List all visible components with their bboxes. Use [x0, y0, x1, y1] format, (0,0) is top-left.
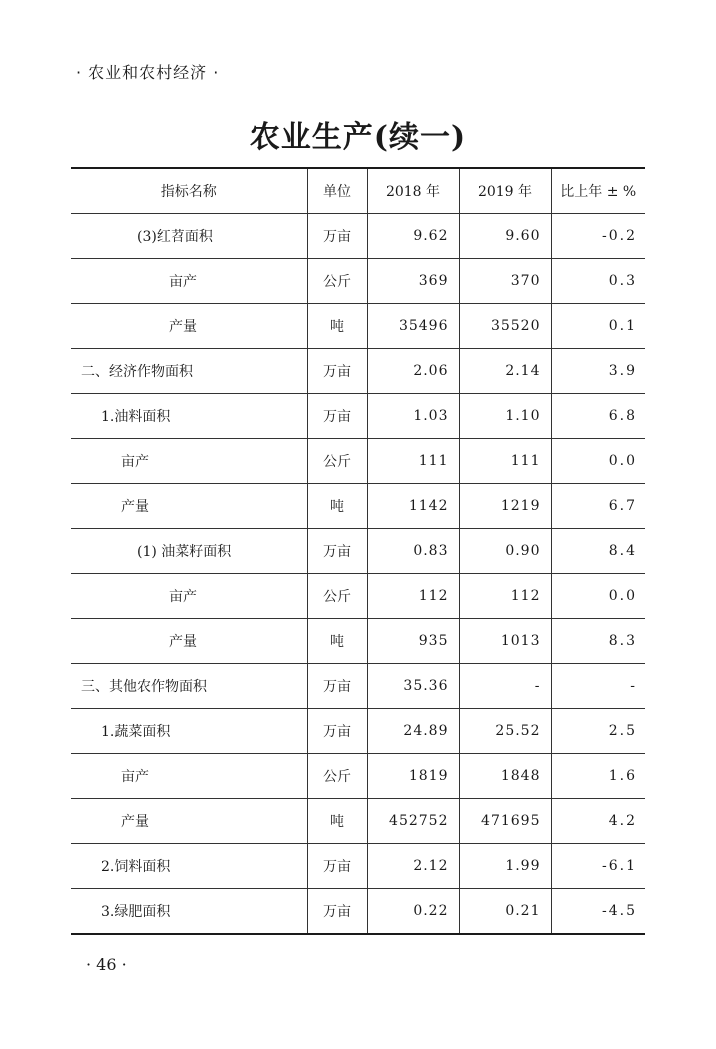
- table-row: [71, 394, 645, 439]
- row-unit: 万亩: [307, 664, 367, 709]
- row-2018-value: 1.03: [367, 394, 459, 439]
- header-2019: 2019 年: [459, 168, 551, 214]
- row-2019-value: 1848: [459, 754, 551, 799]
- table-row: [71, 439, 645, 484]
- row-change-value: 0.0: [551, 574, 645, 619]
- row-name: 3.绿肥面积: [71, 889, 307, 935]
- row-2019-value: 0.90: [459, 529, 551, 574]
- row-name: 1.蔬菜面积: [71, 709, 307, 754]
- row-2018-value: 35.36: [367, 664, 459, 709]
- table-header: [71, 168, 645, 214]
- row-change-value: 3.9: [551, 349, 645, 394]
- table-row: [71, 529, 645, 574]
- row-name: 产量: [71, 799, 307, 844]
- row-unit: 吨: [307, 304, 367, 349]
- row-name: 二、经济作物面积: [71, 349, 307, 394]
- table-row: [71, 844, 645, 889]
- row-unit: 万亩: [307, 529, 367, 574]
- row-change-value: 2.5: [551, 709, 645, 754]
- row-change-value: -4.5: [551, 889, 645, 935]
- row-2018-value: 1142: [367, 484, 459, 529]
- row-name: 产量: [71, 304, 307, 349]
- row-2019-value: 9.60: [459, 214, 551, 259]
- row-2018-value: 369: [367, 259, 459, 304]
- row-change-value: -: [551, 664, 645, 709]
- row-2018-value: 112: [367, 574, 459, 619]
- table-row: [71, 619, 645, 664]
- row-name: 1.油料面积: [71, 394, 307, 439]
- row-2019-value: 2.14: [459, 349, 551, 394]
- row-change-value: -6.1: [551, 844, 645, 889]
- table-row: [71, 754, 645, 799]
- row-unit: 公斤: [307, 574, 367, 619]
- row-2019-value: 1.99: [459, 844, 551, 889]
- table-row: [71, 259, 645, 304]
- header-indicator-name: 指标名称: [71, 168, 307, 214]
- row-2018-value: 935: [367, 619, 459, 664]
- row-2019-value: 1219: [459, 484, 551, 529]
- table-row: [71, 889, 645, 935]
- header-change: 比上年 ± %: [551, 168, 645, 214]
- row-2018-value: 2.06: [367, 349, 459, 394]
- row-2018-value: 111: [367, 439, 459, 484]
- row-change-value: -0.2: [551, 214, 645, 259]
- header-2018: 2018 年: [367, 168, 459, 214]
- statistics-table: [71, 167, 645, 935]
- table-row: [71, 799, 645, 844]
- row-change-value: 6.8: [551, 394, 645, 439]
- table-body: [71, 214, 645, 935]
- row-name: 2.饲料面积: [71, 844, 307, 889]
- row-unit: 万亩: [307, 889, 367, 935]
- table-row: [71, 574, 645, 619]
- row-unit: 吨: [307, 799, 367, 844]
- row-change-value: 0.1: [551, 304, 645, 349]
- row-2019-value: -: [459, 664, 551, 709]
- table-row: [71, 664, 645, 709]
- row-unit: 吨: [307, 484, 367, 529]
- row-2018-value: 9.62: [367, 214, 459, 259]
- page-number: · 46 ·: [86, 955, 127, 974]
- row-2018-value: 35496: [367, 304, 459, 349]
- row-unit: 万亩: [307, 394, 367, 439]
- row-change-value: 8.4: [551, 529, 645, 574]
- row-change-value: 8.3: [551, 619, 645, 664]
- row-change-value: 0.3: [551, 259, 645, 304]
- row-2018-value: 452752: [367, 799, 459, 844]
- row-2018-value: 1819: [367, 754, 459, 799]
- row-unit: 公斤: [307, 439, 367, 484]
- table-row: [71, 349, 645, 394]
- table-row: [71, 484, 645, 529]
- row-2019-value: 112: [459, 574, 551, 619]
- section-header: · 农业和农村经济 ·: [76, 63, 220, 82]
- row-unit: 吨: [307, 619, 367, 664]
- table-row: [71, 214, 645, 259]
- table-row: [71, 304, 645, 349]
- row-2018-value: 2.12: [367, 844, 459, 889]
- row-2019-value: 35520: [459, 304, 551, 349]
- row-change-value: 1.6: [551, 754, 645, 799]
- row-name: (3)红苕面积: [71, 214, 307, 259]
- table-row: [71, 709, 645, 754]
- row-change-value: 4.2: [551, 799, 645, 844]
- row-2019-value: 471695: [459, 799, 551, 844]
- row-2019-value: 0.21: [459, 889, 551, 935]
- page-title: 农业生产(续一): [249, 120, 467, 155]
- row-2018-value: 0.22: [367, 889, 459, 935]
- row-name: (1) 油菜籽面积: [71, 529, 307, 574]
- row-unit: 万亩: [307, 709, 367, 754]
- row-unit: 公斤: [307, 259, 367, 304]
- table-header-row: [71, 168, 645, 214]
- row-change-value: 6.7: [551, 484, 645, 529]
- row-2018-value: 24.89: [367, 709, 459, 754]
- row-2019-value: 25.52: [459, 709, 551, 754]
- row-name: 三、其他农作物面积: [71, 664, 307, 709]
- header-unit: 单位: [307, 168, 367, 214]
- statistics-table-container: [71, 167, 645, 935]
- row-unit: 万亩: [307, 844, 367, 889]
- row-name: 亩产: [71, 259, 307, 304]
- row-2018-value: 0.83: [367, 529, 459, 574]
- row-unit: 万亩: [307, 214, 367, 259]
- row-name: 亩产: [71, 574, 307, 619]
- row-2019-value: 370: [459, 259, 551, 304]
- row-name: 亩产: [71, 439, 307, 484]
- row-change-value: 0.0: [551, 439, 645, 484]
- row-2019-value: 1013: [459, 619, 551, 664]
- row-2019-value: 1.10: [459, 394, 551, 439]
- row-name: 亩产: [71, 754, 307, 799]
- row-name: 产量: [71, 484, 307, 529]
- row-2019-value: 111: [459, 439, 551, 484]
- row-unit: 公斤: [307, 754, 367, 799]
- row-name: 产量: [71, 619, 307, 664]
- row-unit: 万亩: [307, 349, 367, 394]
